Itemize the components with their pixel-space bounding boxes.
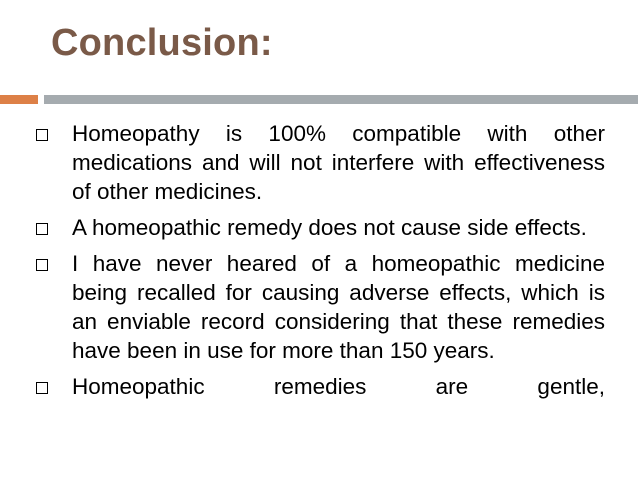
bullet-list [30, 119, 605, 408]
title-accent-rule [0, 95, 38, 104]
bullet-text: Homeopathy is 100% compatible with other medications and will not interfere with effectiveness of other medicines. [72, 121, 605, 204]
slide-title: Conclusion: [51, 22, 273, 64]
hollow-square-icon [36, 223, 48, 235]
hollow-square-icon [36, 259, 48, 271]
title-divider-rule [44, 95, 638, 104]
bullet-text: A homeopathic remedy does not cause side effects. [72, 215, 587, 240]
hollow-square-icon [36, 129, 48, 141]
bullet-item [30, 249, 605, 365]
bullet-text: Homeopathic remedies are gentle, [72, 374, 605, 399]
bullet-item [30, 372, 605, 401]
hollow-square-icon [36, 382, 48, 394]
bullet-item [30, 213, 605, 242]
bullet-item [30, 119, 605, 206]
bullet-text: I have never heared of a homeopathic medicine being recalled for causing adverse effects, which is an enviable record considering that these remedies have been in use for more than 150 years. [72, 251, 605, 363]
